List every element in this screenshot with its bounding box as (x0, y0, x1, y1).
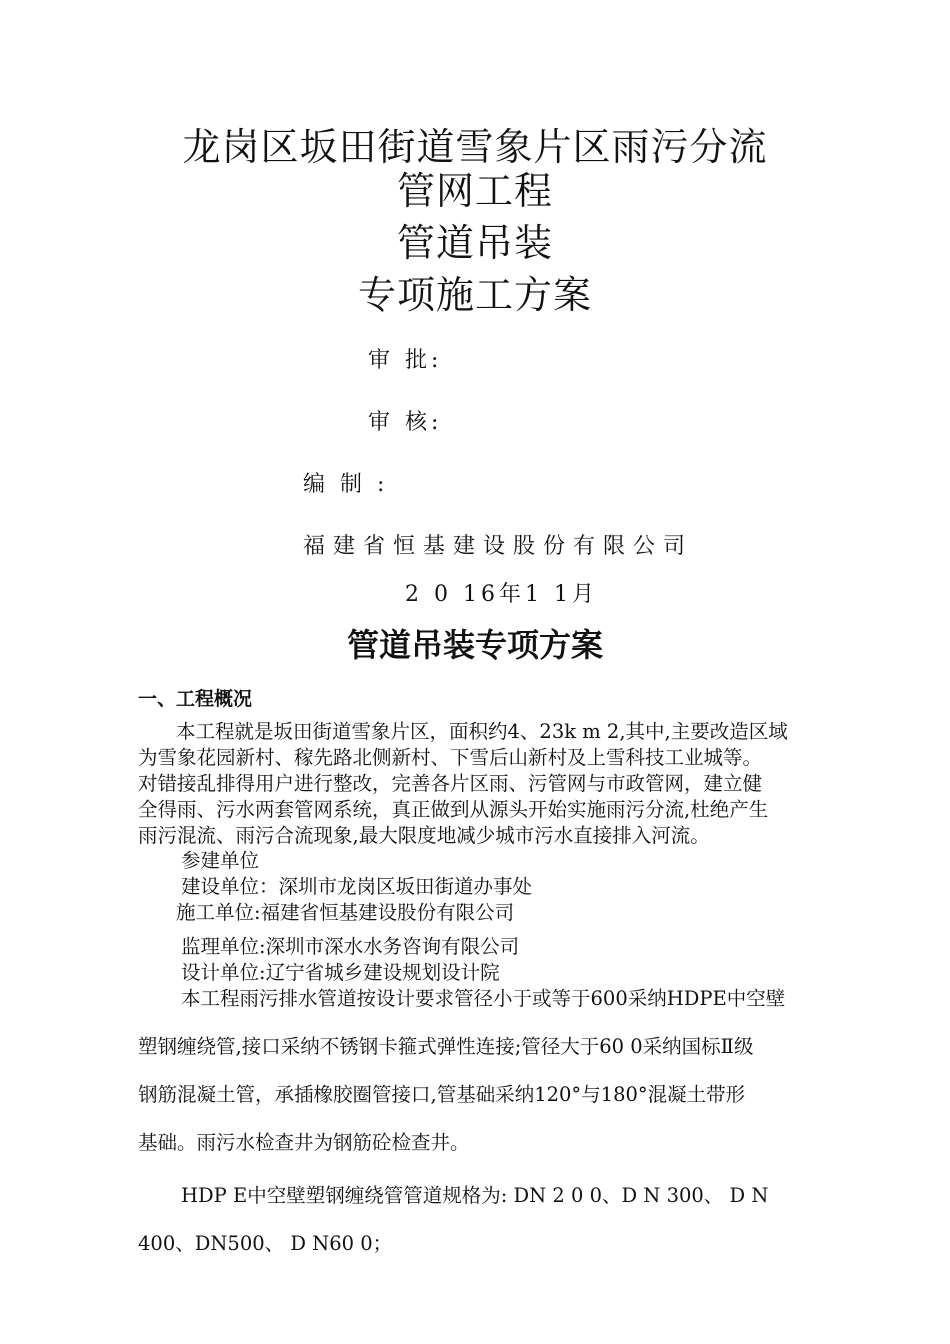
review-label: 审 核: (368, 410, 443, 435)
overview-line-1: 本工程就是坂田街道雪象片区，面积约4、23k m 2,其中,主要改造区域 (176, 720, 788, 743)
owner-unit: 建设单位：深圳市龙岗区坂田街道办事处 (181, 875, 533, 898)
overview-line-3: 对错接乱排得用户进行整改，完善各片区雨、污管网与市政管网，建立健 (138, 772, 763, 795)
pipe-line-4: 基础。雨污水检查井为钢筋砼检查井。 (138, 1131, 470, 1154)
company-name: 福建省恒基建设股份有限公司 (303, 534, 694, 559)
prepare-label: 编 制 : (303, 472, 389, 497)
cover-title-line-1: 龙岗区坂田街道雪象片区雨污分流 (182, 125, 768, 169)
overview-line-5: 雨污混流、雨污合流现象,最大限度地减少城市污水直接排入河流。 (138, 824, 710, 847)
approve-label: 审 批: (368, 348, 443, 373)
cover-title-line-2: 管网工程 (396, 169, 553, 213)
contractor-unit: 施工单位:福建省恒基建设股份有限公司 (176, 901, 515, 924)
spec-line-2: 400、DN500、 D N60 0； (138, 1232, 393, 1255)
supervisor-unit: 监理单位:深圳市深水水务咨询有限公司 (181, 935, 520, 958)
pipe-line-3: 钢筋混凝土管，承插橡胶圈管接口,管基础采纳120°与180°混凝土带形 (138, 1083, 746, 1106)
pipe-line-2: 塑钢缠绕管,接口采纳不锈钢卡箍式弹性连接;管径大于60 0采纳国标Ⅱ级 (138, 1035, 754, 1058)
section-heading-overview: 一、工程概况 (138, 688, 253, 710)
designer-unit: 设计单位:辽宁省城乡建设规划设计院 (181, 961, 500, 984)
participants-label: 参建单位 (181, 849, 260, 872)
main-heading: 管道吊装专项方案 (346, 626, 603, 664)
cover-title-line-4: 专项施工方案 (357, 273, 592, 317)
overview-line-4: 全得雨、污水两套管网系统，真正做到从源头开始实施雨污分流,杜绝产生 (138, 798, 769, 821)
cover-title-line-3: 管道吊装 (396, 221, 553, 265)
cover-date: 2 0 16年1 1月 (405, 582, 598, 607)
overview-line-2: 为雪象花园新村、稼先路北侧新村、下雪后山新村及上雪科技工业城等。 (138, 746, 763, 769)
spec-line-1: HDP E中空壁塑钢缠绕管管道规格为: DN 2 0 0、D N 300、 D N (181, 1184, 769, 1207)
pipe-line-1: 本工程雨污排水管道按设计要求管径小于或等于600采纳HDPE中空壁 (181, 987, 786, 1010)
